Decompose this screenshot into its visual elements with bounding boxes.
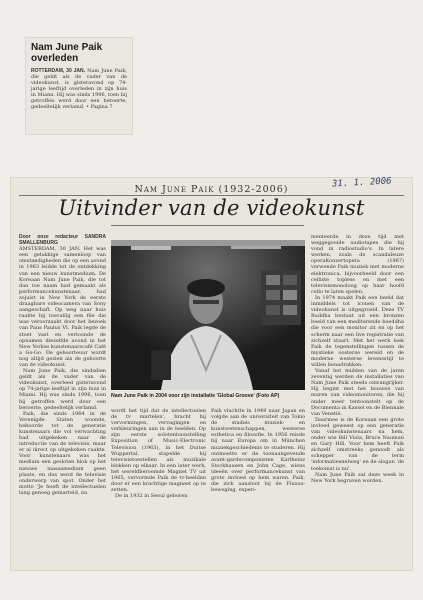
clipping-text: Nam June Paik, die geldt als de vader van de videokunst, is gisteravond op 74-jarige leeftijd overleden in zijn huis in Miami. Hij was sinds 1996, toen hij getroffen werd door een beroerte, gedeeltelijk verlamd. • Pagina 7 bbox=[31, 68, 128, 110]
column-4-paragraph: In 1974 maakt Paik een beeld dat inmiddels tot iconen van de videokunst is uitgegroeid. Deze TV Buddha bestaat uit een bronzen beeld van een mediterende boeddha die voor een monitor zit en op het scherm naar een live registratie van zichzelf staart. Met het werk leek Paik de tegenstellingen tussen de mystieke oosterse wereld en de moderne westerse levensstijl te willen benadrukken. bbox=[311, 294, 404, 368]
column-4-paragraph: Vanaf het midden van de jaren zeventig werden de installaties van Nam June Paik steeds omvangrijker. Hij begint met het bouwen van muren van videomonitoren, die hij onder meer tentoonstelt op de Documenta in Kassel en de Biennale van Venetië. bbox=[311, 368, 404, 417]
column-1-paragraph: Nam June Paik, die sindsdien geldt als de vader van de videokunst, overleed gisteravond op 74-jarige leeftijd in zijn huis in Miami. Hij was sinds 1996, toen hij getroffen werd door een beroerte, gedeeltelijk verlamd. bbox=[19, 368, 106, 411]
column-3-paragraph: Paik vluchtte in 1949 naar Japan en volgde aan de universiteit van Tokio de studies muziek- en kunstwetenschappen, westerse esthetica en filosofie. In 1956 reisde hij naar Europa om in München muziekgeschiedenis te studeren. Hij ontmoette er de toonaangevende avant-gardecomponisten Karlheinz Stockhausen en John Cage, wiens ideeën over performancekunst van grote invloed op hem waren. Paik, die zich aansloot bij de Fluxus-beweging, experi- bbox=[211, 408, 305, 494]
article-column-1 bbox=[19, 234, 106, 564]
column-1-paragraph: Paik, die sinds 1964 in de Verenigde Staten woonde, behoorde tot de generatie kunstenaars die vol verwachting had uitgekeken naar de introductie van de televisie, maar er al direct op uitgekeken raakte. Voor kunstenaars was het medium een gesloten blok op het nieuwe massamedium geen plaats, en dus werd de televisie onderwerp van spot. Onder het motto 'Je hoeft de intellectuelen lang genoeg gemarteld, nu bbox=[19, 410, 106, 496]
news-clipping-article bbox=[11, 178, 412, 570]
clipping-body bbox=[31, 68, 127, 110]
byline: Door onze redacteur SANDRA SMALLENBURG bbox=[19, 234, 106, 247]
headline-line-2: overleden bbox=[31, 53, 79, 64]
article-column-4 bbox=[311, 234, 404, 566]
handwritten-date: 31. 1. 2006 bbox=[332, 176, 393, 190]
news-clipping-short bbox=[26, 38, 132, 134]
article-photo bbox=[111, 240, 305, 390]
kicker-name: Nam June Paik bbox=[134, 184, 215, 195]
dateline: ROTTERDAM, 30 JAN. bbox=[31, 68, 85, 74]
column-2-paragraph: De in 1932 in Seoul geboren bbox=[115, 493, 188, 500]
article-headline: Uitvinder van de videokunst bbox=[58, 196, 365, 220]
photo-image bbox=[111, 240, 305, 390]
article-kicker bbox=[11, 184, 412, 195]
article-column-3 bbox=[211, 408, 305, 566]
column-4-paragraph: Daarmee is de Koreaan een grote invloed geweest op een generatie van videokunstenaars na hem, onder wie Bill Viola, Bruce Nauman en Gary Hill. Voor hem heeft Paik zichzelf omstreeks genoodt als schepper van de term 'informatiesnelweg' en de slogan 'de toekomst is nu'. bbox=[311, 416, 404, 472]
photo-caption: Nam June Paik in 2004 voor zijn installatie 'Global Groove' (Foto AP) bbox=[111, 393, 280, 399]
headline-rule bbox=[111, 225, 304, 226]
column-4-paragraph: Nam June Paik zal deze week in New York begraven worden. bbox=[311, 471, 404, 484]
clipping-headline bbox=[31, 42, 127, 64]
column-4-paragraph: menteerde in deze tijd met weggegooide audiotapes die hij vond in radiostudio's. In latere werken, zoals de scandaleuze operaKonzertopera (1967) verwende Paik muziek met moderne elektronica, bijvoorbeeld door een celliste topless en met een televisiemonoloog op haar hoofd cello te laten spelen. bbox=[311, 234, 404, 295]
column-1-paragraph: AMSTERDAM, 30 JAN. Het was een gelukkige samenloop van omstandigheden die op een avond in 1963 leidde tot de ontdekking van een nieuw kunstmedium. De Koreaan Nam June Paik, die tot dan toe naam had gemaakt als performancekunstenaar, had zojuist in New York de eerste draagbare videocamera van Sony aangeschaft. Op weg naar huis raakte hij toevallig een file die was veroorzaakt door het bezoek van Paus Paulus VI. Paik legde de stoet vast en vertoonde de opnamen diezelfde avond in het New Yorkse kunstenaarscafé Café a Go-Go. De geboorteuur wordt nog altijd gezien als de geboorte van de videokunst. bbox=[19, 246, 106, 368]
headline-line-1: Nam June Paik bbox=[31, 42, 103, 53]
kicker-years: (1932-2006) bbox=[218, 184, 289, 195]
article-column-2 bbox=[111, 408, 206, 566]
column-2-paragraph: wordt het tijd dat de intellectuelen de tv martelen', bracht hij vervormingen, vervagingen en verkleuringen aan in de beelden. Op zijn eerste solotentoonstelling Exposition of Music-Electronic Television (1963), in het Duitse Wuppertal, stapelde hij televisietoestellen als muzikale blokken op elkaar. In een later werk, het wereldberoemde Magnet TV uit 1965, vervormde Paik de tv-beelden door er een krachtige magneet op te zetten. bbox=[111, 408, 206, 494]
